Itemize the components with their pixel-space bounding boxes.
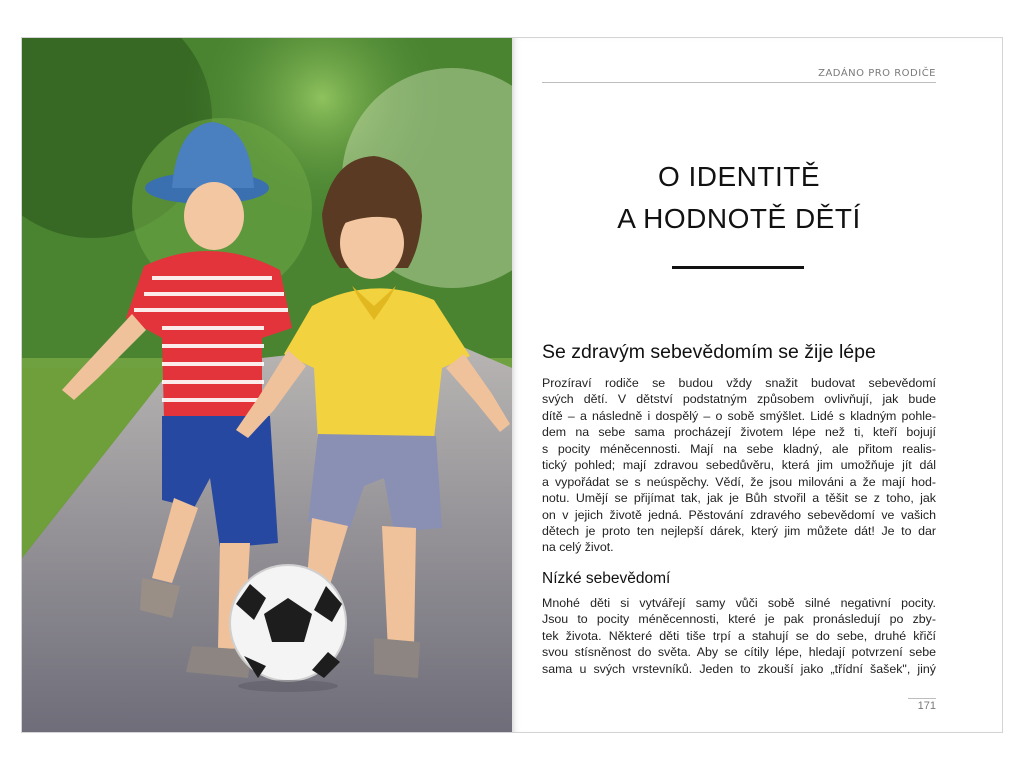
subheading: Nízké sebevědomí <box>542 570 671 587</box>
chapter-title-line-1: O IDENTITĚ <box>657 161 821 192</box>
text-line: dem na sebe sama procházejí životem lépe než ti, kteří bojují <box>542 425 936 440</box>
text-line: dětech je proto ten nejlepší dárek, který jim můžete dát! Je to dar <box>542 523 936 538</box>
paragraph-2 <box>542 595 936 677</box>
title-rule <box>672 266 804 269</box>
page-number: 171 <box>917 700 936 712</box>
chapter-title-line-2: A HODNOTĚ DĚTÍ <box>617 203 861 234</box>
folio-rule <box>908 698 936 699</box>
text-line: Prozíraví rodiče se budou vždy snažit budovat sebevědomí <box>542 376 936 390</box>
text-line: svých dětí. V dětství podstatným způsobem ovlivňují, jak bude <box>542 392 936 407</box>
text-line: na celý život. <box>542 540 614 555</box>
section-heading: Se zdravým sebevědomím se žije lépe <box>542 341 876 363</box>
text-line: on v jejich životě jedná. Pěstování zdravého sebevědomí ve vašich <box>542 507 936 522</box>
text-line: s pocity méněcennosti. Mají na sebe kladný, ale přitom realis- <box>542 441 936 456</box>
paragraph-1 <box>542 375 936 556</box>
photo-two-boys-playing-football <box>22 38 512 732</box>
running-head: ZADÁNO PRO RODIČE <box>818 68 936 79</box>
text-line: tek života. Některé děti tiše trpí a stahují se do sebe, druhé křičí <box>542 628 936 643</box>
text-line: tický pohled; mají zdravou sebedůvěru, která jim umožňuje jít dál <box>542 458 936 473</box>
text-line: sama u svých vrstevníků. Jeden to zkouší jako „třídní šašek", jiný <box>542 661 936 676</box>
running-head-rule <box>542 82 936 83</box>
photo-illustration <box>22 38 512 732</box>
text-line: Mnohé děti si vytvářejí samy vůči sobě silné negativní pocity. <box>542 596 936 610</box>
right-page <box>512 38 1002 732</box>
book-spread <box>22 38 1002 732</box>
text-line: notu. Umějí se přijímat tak, jak je Bůh stvořil a těšit se z toho, jak <box>542 491 936 506</box>
text-line: dítě – a následně i dospělý – o sobě smýšlet. Lidé s kladným pohle- <box>542 408 936 423</box>
text-line: svou stísněnost do světa. Aby se cítily lépe, hledají potvrzení sebe <box>542 645 936 660</box>
chapter-title <box>542 156 936 240</box>
text-line: a vypořádat se s neúspěchy. Vědí, že jsou milováni a že mají hod- <box>542 474 936 489</box>
text-line: Jsou to pocity méněcennosti, které je pak pronásledují po zby- <box>542 612 936 627</box>
